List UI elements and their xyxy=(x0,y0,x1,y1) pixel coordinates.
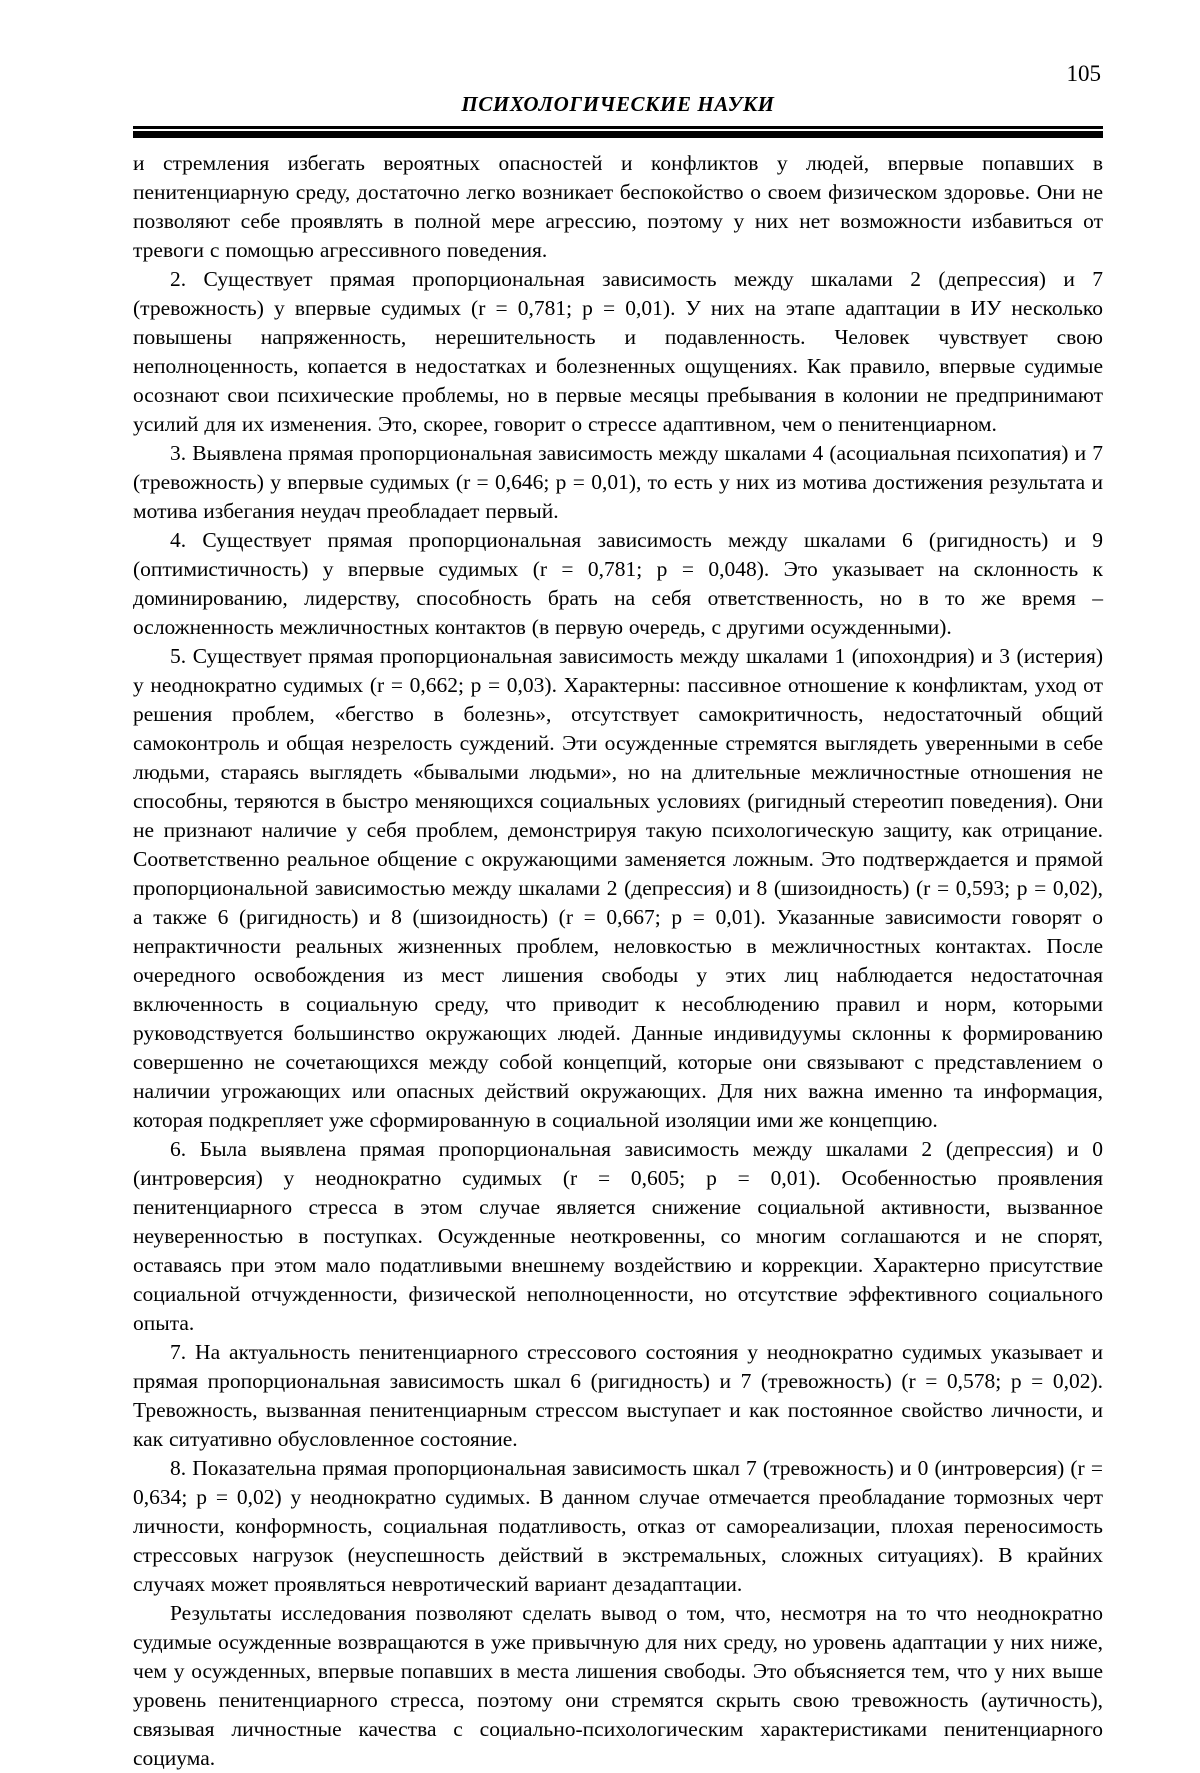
article-body xyxy=(133,149,1103,1773)
paragraph-9: Результаты исследования позволяют сделать вывод о том, что, несмотря на то что неоднократно судимые осужденные возвращаются в уже привычную для них среду, но уровень адаптации у них ниже, чем у осужденных, впервые попавших в места лишения свободы. Это объясняется тем, что у них выше уровень пенитенциарного стресса, поэтому они стремятся скрыть свою тревожность (аутичность), связывая личностные качества с социально-психологическим характеристиками пенитенциарного социума. xyxy=(133,1601,1103,1770)
header-rule xyxy=(133,126,1103,138)
header-rule-thick xyxy=(133,131,1103,138)
running-head: ПСИХОЛОГИЧЕСКИЕ НАУКИ xyxy=(461,92,775,116)
paragraph-5: 5. Существует прямая пропорциональная зависимость между шкалами 1 (ипохондрия) и 3 (истерия) у неоднократно судимых (r = 0,662; p = 0,03). Характерны: пассивное отношение к конфликтам, уход от решения проблем, «бегство в болезнь», отсутствует самокритичность, недостаточный общий самоконтроль и общая незрелость суждений. Эти осужденные стремятся выглядеть уверенными в себе людьми, стараясь выглядеть «бывалыми людьми», но на длительные межличностные отношения не способны, теряются в быстро меняющихся социальных условиях (ригидный стереотип поведения). Они не признают наличие у себя проблем, демонстрируя такую психологическую защиту, как отрицание. Соответственно реальное общение с окружающими заменяется ложным. Это подтверждается и прямой пропорциональной зависимостью между шкалами 2 (депрессия) и 8 (шизоидность) (r = 0,593; p = 0,02), а также 6 (ригидность) и 8 (шизоидность) (r = 0,667; p = 0,01). Указанные зависимости говорят о непрактичности реальных жизненных проблем, неловкостью в межличностных контактах. После очередного освобождения из мест лишения свободы у этих лиц наблюдается недостаточная включенность в социальную среду, что приводит к несоблюдению правил и норм, которыми руководствуется большинство окружающих людей. Данные индивидуумы склонны к формированию совершенно не сочетающихся между собой концепций, которые они связывают с представлением о наличии угрожающих или опасных действий окружающих. Для них важна именно та информация, которая подкрепляет уже сформированную в социальной изоляции ими же концепцию. xyxy=(133,644,1103,1132)
paragraph-8: 8. Показательна прямая пропорциональная зависимость шкал 7 (тревожность) и 0 (интроверсия) (r = 0,634; p = 0,02) у неоднократно судимых. В данном случае отмечается преобладание тормозных черт личности, конформность, социальная податливость, отказ от самореализации, плохая переносимость стрессовых нагрузок (неуспешность действий в экстремальных, сложных ситуациях). В крайних случаях может проявляться невротический вариант дезадаптации. xyxy=(133,1456,1103,1596)
paragraph-7: 7. На актуальность пенитенциарного стрессового состояния у неоднократно судимых указывает и прямая пропорциональная зависимость шкал 6 (ригидность) и 7 (тревожность) (r = 0,578; p = 0,02). Тревожность, вызванная пенитенциарным стрессом выступает и как постоянное свойство личности, и как ситуативно обусловленное состояние. xyxy=(133,1340,1103,1451)
paragraph-6: 6. Была выявлена прямая пропорциональная зависимость между шкалами 2 (депрессия) и 0 (интроверсия) у неоднократно судимых (r = 0,605; p = 0,01). Особенностью проявления пенитенциарного стресса в этом случае является снижение социальной активности, вызванное неуверенностью в поступках. Осужденные неоткровенны, со многим соглашаются и не спорят, оставаясь при этом мало податливыми внешнему воздействию и коррекции. Характерно присутствие социальной отчужденности, физической неполноценности, но отсутствие эффективного социального опыта. xyxy=(133,1137,1103,1335)
paragraph-2: 2. Существует прямая пропорциональная зависимость между шкалами 2 (депрессия) и 7 (тревожность) у впервые судимых (r = 0,781; p = 0,01). У них на этапе адаптации в ИУ несколько повышены напряженность, нерешительность и подавленность. Человек чувствует свою неполноценность, копается в недостатках и болезненных ощущениях. Как правило, впервые судимые осознают свои психические проблемы, но в первые месяцы пребывания в колонии не предпринимают усилий для их изменения. Это, скорее, говорит о стрессе адаптивном, чем о пенитенциарном. xyxy=(133,267,1103,436)
page-number: 105 xyxy=(1066,61,1101,86)
paragraph-3: 3. Выявлена прямая пропорциональная зависимость между шкалами 4 (асоциальная психопатия) и 7 (тревожность) у впервые судимых (r = 0,646; p = 0,01), то есть у них из мотива достижения результата и мотива избегания неудач преобладает первый. xyxy=(133,441,1103,523)
paragraph-1: и стремления избегать вероятных опасностей и конфликтов у людей, впервые попавших в пенитенциарную среду, достаточно легко возникает беспокойство о своем физическом здоровье. Они не позволяют себе проявлять в полной мере агрессию, поэтому у них нет возможности избавиться от тревоги с помощью агрессивного поведения. xyxy=(133,151,1103,262)
paragraph-4: 4. Существует прямая пропорциональная зависимость между шкалами 6 (ригидность) и 9 (оптимистичность) у впервые судимых (r = 0,781; p = 0,048). Это указывает на склонность к доминированию, лидерству, способность брать на себя ответственность, но в то же время – осложненность межличностных контактов (в первую очередь, с другими осужденными). xyxy=(133,528,1103,639)
